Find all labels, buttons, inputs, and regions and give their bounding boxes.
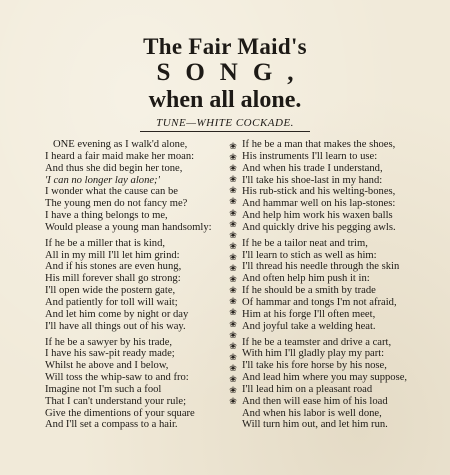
flower-ornament-icon: ❀ xyxy=(229,285,237,296)
flower-ornament-icon: ❀ xyxy=(229,174,237,185)
verse-line: All in my mill I'll let him grind: xyxy=(45,249,180,261)
flower-ornament-icon: ❀ xyxy=(229,274,237,285)
verse-line: His instruments I'll learn to use: xyxy=(242,150,378,162)
verse-line: And often help him push it in: xyxy=(242,273,370,285)
verse-line: 'I can no longer lay alone;' xyxy=(45,174,160,186)
flower-ornament-icon: ❀ xyxy=(229,163,237,174)
verse-line: I'll open wide the postern gate, xyxy=(45,285,176,297)
flower-ornament-icon: ❀ xyxy=(229,152,237,163)
flower-ornament-icon: ❀ xyxy=(229,141,237,151)
flower-ornament-icon: ❀ xyxy=(229,373,237,384)
verse-line: Will turn him out, and let him run. xyxy=(242,419,388,431)
title-line-3: when all alone. xyxy=(148,87,302,113)
verse-line: I'll take his fore horse by his nose, xyxy=(242,360,387,372)
verse-line: And quickly drive his pegging awls. xyxy=(242,221,396,233)
verse-line: Him at his forge I'll often meet, xyxy=(242,308,376,320)
flower-ornament-icon: ❀ xyxy=(229,218,237,229)
verse-line: I'll have all things out of his way. xyxy=(45,320,186,332)
flower-ornament-icon: ❀ xyxy=(229,385,237,396)
verse-line: With him I'll gladly play my part: xyxy=(242,348,385,360)
verse-line: The young men do not fancy me? xyxy=(45,198,188,210)
verse-line: I'll take his shoe-last in my hand: xyxy=(242,174,383,186)
verse-line: If he be a teamster and drive a cart, xyxy=(242,336,392,348)
verse-line: And lead him where you may suppose, xyxy=(242,372,408,384)
verse-line: And then will ease him of his load xyxy=(242,395,388,407)
flower-ornament-icon: ❀ xyxy=(229,296,237,307)
left-verse-column xyxy=(45,139,235,435)
verse-line: Whilst he above and I below, xyxy=(45,360,169,372)
flower-ornament-icon: ❀ xyxy=(229,229,237,240)
flower-ornament-icon: ❀ xyxy=(229,207,237,218)
verse-line: I'll thread his needle through the skin xyxy=(242,261,400,273)
verse-line: And if his stones are even hung, xyxy=(45,261,182,273)
stanza xyxy=(242,238,432,333)
flower-ornament-icon: ❀ xyxy=(229,196,237,207)
stanza xyxy=(45,139,235,234)
flower-ornament-icon: ❀ xyxy=(229,329,237,340)
verse-line: And let him come by night or day xyxy=(45,308,189,320)
verse-line: And I'll set a compass to a hair. xyxy=(45,419,178,431)
flower-ornament-icon: ❀ xyxy=(229,318,237,329)
verse-line: And hammar well on his lap-stones: xyxy=(242,198,396,210)
verse-line: His mill forever shall go strong: xyxy=(45,273,181,285)
verse-line: I heard a fair maid make her moan: xyxy=(45,150,195,162)
verse-line: I have a thing belongs to me, xyxy=(45,210,168,222)
flower-ornament-icon: ❀ xyxy=(229,307,237,318)
title-block xyxy=(0,34,450,132)
verse-line: And patiently for toll will wait; xyxy=(45,296,178,308)
verse-line: And joyful take a welding heat. xyxy=(242,320,376,332)
verse-line: Imagine not I'm such a fool xyxy=(45,383,162,395)
verse-line: And when his trade I understand, xyxy=(242,162,383,174)
flower-ornament-icon: ❀ xyxy=(229,396,237,407)
verse-line: Will toss the whip-saw to and fro: xyxy=(45,372,189,384)
verse-line: That I can't understand your rule; xyxy=(45,395,187,407)
verse-line: Of hammar and tongs I'm not afraid, xyxy=(242,296,397,308)
flower-ornament-icon: ❀ xyxy=(229,240,237,251)
verse-line: I'll lead him on a pleasant road xyxy=(242,383,373,395)
flower-ornament-icon: ❀ xyxy=(229,340,237,351)
title-line-1: The Fair Maid's xyxy=(143,34,307,59)
verse-line: If he be a tailor neat and trim, xyxy=(242,237,368,249)
verse-line: And when his labor is well done, xyxy=(242,407,382,419)
flower-ornament-icon: ❀ xyxy=(229,362,237,373)
tune-subtitle: TUNE—WHITE COCKADE. xyxy=(140,117,310,132)
stanza xyxy=(242,139,432,234)
stanza xyxy=(45,337,235,432)
verse-line: If he be a man that makes the shoes, xyxy=(242,139,396,150)
flower-ornament-icon: ❀ xyxy=(229,185,237,196)
flower-ornament-icon: ❀ xyxy=(229,251,237,262)
ornament-divider xyxy=(226,141,240,407)
verse-line: His rub-stick and his welting-bones, xyxy=(242,186,396,198)
right-verse-column xyxy=(242,139,432,435)
verse-line: If he be a sawyer by his trade, xyxy=(45,336,173,348)
verse-line: ONE evening as I walk'd alone, xyxy=(53,139,188,150)
flower-ornament-icon: ❀ xyxy=(229,263,237,274)
verse-line: If he be a miller that is kind, xyxy=(45,237,166,249)
verse-line: Would please a young man handsomly: xyxy=(45,221,212,233)
stanza xyxy=(242,337,432,432)
verse-line: I wonder what the cause can be xyxy=(45,186,178,198)
stanza xyxy=(45,238,235,333)
verse-line: If he should be a smith by trade xyxy=(242,285,376,297)
flower-ornament-icon: ❀ xyxy=(229,351,237,362)
verse-line: And thus she did begin her tone, xyxy=(45,162,183,174)
verse-line: And help him work his waxen balls xyxy=(242,210,393,222)
title-line-2: SONG, xyxy=(156,59,309,86)
verse-line: I'll learn to stich as well as him: xyxy=(242,249,377,261)
verse-line: Give the dimentions of your square xyxy=(45,407,195,419)
verse-line: I have his saw-pit ready made; xyxy=(45,348,175,360)
